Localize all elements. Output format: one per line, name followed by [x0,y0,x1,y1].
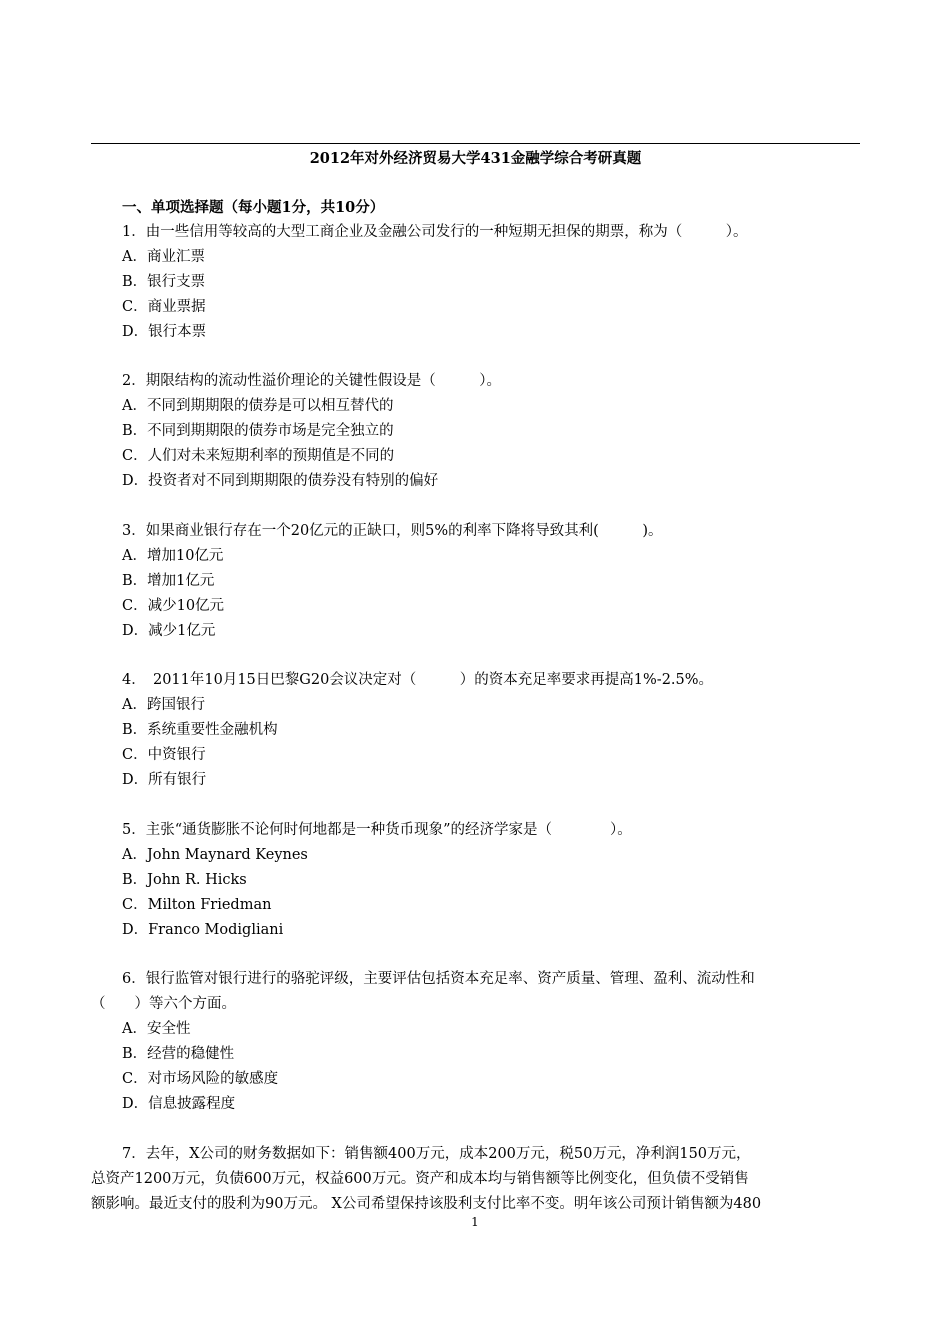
question-option: A．安全性 [122,1021,191,1037]
question-option: C．商业票据 [122,299,206,315]
question-option: D．信息披露程度 [122,1096,236,1112]
question-stem: 4． 2011年10月15日巴黎G20会议决定对（ ）的资本充足率要求再提高1%-2.5%。 [122,672,714,688]
question-option: A．商业汇票 [122,249,205,265]
question-option: A．不同到期期限的债券是可以相互替代的 [122,398,394,414]
question-stem: 1．由一些信用等较高的大型工商企业及金融公司发行的一种短期无担保的期票，称为（ ）。 [122,224,748,240]
page-title: 2012年对外经济贸易大学431金融学综合考研真题 [309,150,642,167]
question-stem: 5．主张“通货膨胀不论何时何地都是一种货币现象”的经济学家是（ ）。 [122,822,632,838]
question-option: D．减少1亿元 [122,623,216,639]
question-option: A．John Maynard Keynes [122,847,308,863]
question-option: B．不同到期期限的债券市场是完全独立的 [122,423,394,439]
question-option: B．系统重要性金融机构 [122,722,278,738]
question-option: C．人们对未来短期利率的预期值是不同的 [122,448,395,464]
question-option: B．增加1亿元 [122,573,215,589]
question-option: A．跨国银行 [122,697,205,713]
question-option: C．Milton Friedman [122,897,272,913]
question-stem-continuation: 额影响。最近支付的股利为90万元。 X公司希望保持该股利支付比率不变。明年该公司预计销售额为480 [91,1196,762,1212]
question-option: D．投资者对不同到期期限的债券没有特别的偏好 [122,473,439,489]
question-option: A．增加10亿元 [122,548,224,564]
question-option: D．所有银行 [122,772,207,788]
header-rule [91,143,860,144]
question-option: D．银行本票 [122,324,207,340]
question-option: D．Franco Modigliani [122,922,284,938]
question-stem-continuation: 总资产1200万元，负债600万元，权益600万元。资产和成本均与销售额等比例变化，但负债不受销售 [91,1171,749,1187]
question-stem: 2．期限结构的流动性溢价理论的关键性假设是（ ）。 [122,373,501,389]
page-number: 1 [471,1215,479,1229]
question-option: B．银行支票 [122,274,206,290]
question-option: B．John R. Hicks [122,872,247,888]
question-stem: 6．银行监管对银行进行的骆驼评级，主要评估包括资本充足率、资产质量、管理、盈利、流动性和 [122,971,755,987]
section-heading: 一、单项选择题（每小题1分，共10分） [122,199,385,216]
question-option: C．减少10亿元 [122,598,225,614]
question-option: B．经营的稳健性 [122,1046,235,1062]
question-stem-continuation: （ ）等六个方面。 [91,996,236,1012]
question-option: C．对市场风险的敏感度 [122,1071,279,1087]
question-stem: 3．如果商业银行存在一个20亿元的正缺口，则5%的利率下降将导致其利( )。 [122,523,663,539]
question-stem: 7．去年，X公司的财务数据如下：销售额400万元，成本200万元，税50万元，净利润150万元， [122,1146,751,1162]
question-option: C．中资银行 [122,747,206,763]
